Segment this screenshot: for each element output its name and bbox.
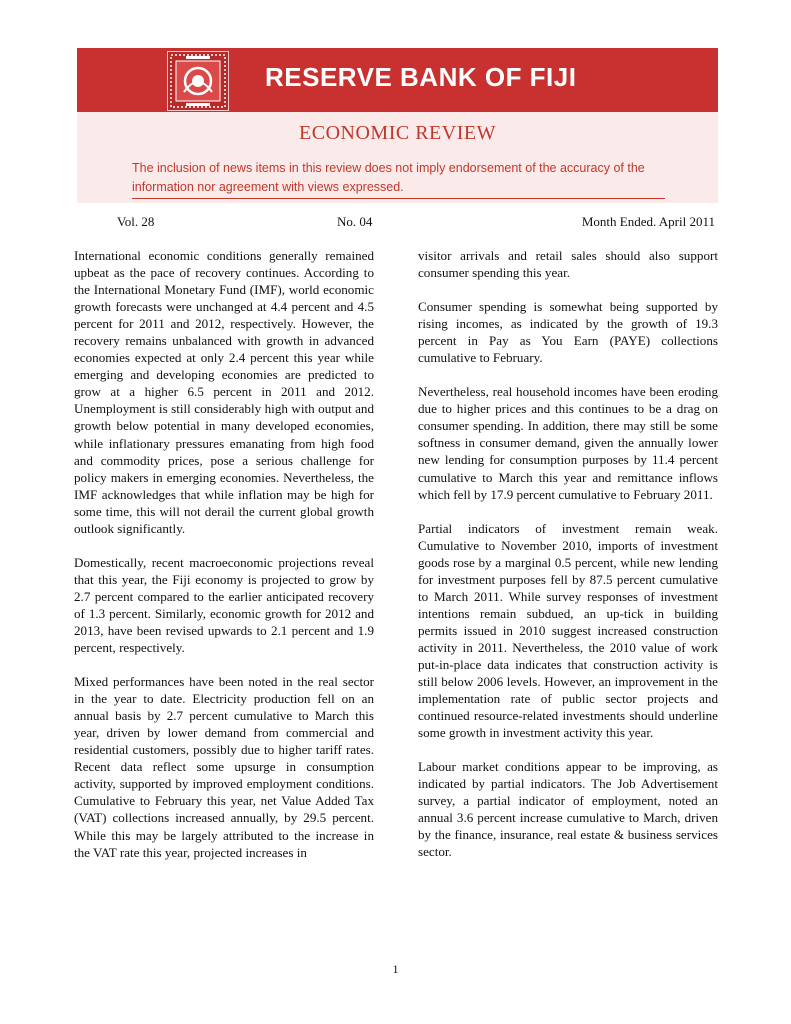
title-banner: [77, 48, 718, 112]
paragraph-real-sector: Mixed performances have been noted in the real sector in the year to date. Electricity production fell on an annual basis by 2.7 percent cumulative to March this year, driven by lower demand from commercial and residential customers, possibly due to higher tariff rates. Recent data reflect some upsurge in consumption activity, supported by improved employment conditions. Cumulative to February this year, net Value Added Tax (VAT) collections increased annually, by 29.5 percent. While this may be largely attributed to the increase in the VAT rate this year, projected increases in: [74, 674, 374, 860]
page-number: 1: [392, 962, 399, 976]
paragraph-consumer-spending: Consumer spending is somewhat being supported by rising incomes, as indicated by the growth of 19.3 percent in Pay as You Earn (PAYE) collections cumulative to February.: [418, 299, 718, 366]
paragraph-labour-market: Labour market conditions appear to be improving, as indicated by partial indicators. The Job Advertisement survey, a partial indicator of employment, noted an annual 3.6 percent increase cumulative to March, driven by the finance, insurance, real estate & business services sector.: [418, 759, 718, 860]
disclaimer-text: The inclusion of news items in this review does not imply endorsement of the accuracy of the information nor agreement with views expressed.: [132, 161, 645, 194]
issue-month-label: Month Ended. April 2011: [581, 214, 715, 229]
bank-name-title: RESERVE BANK OF FIJI: [265, 62, 577, 92]
issue-number-label: No. 04: [337, 214, 373, 229]
volume-label: Vol. 28: [117, 214, 155, 229]
header-divider: [132, 198, 665, 199]
publication-title: ECONOMIC REVIEW: [299, 122, 496, 144]
paragraph-visitor-arrivals: visitor arrivals and retail sales should also support consumer spending this year.: [418, 248, 718, 281]
left-column: [74, 247, 374, 878]
paragraph-international: International economic conditions generally remained upbeat as the pace of recovery continues. According to the International Monetary Fund (IMF), world economic growth forecasts were unchanged at 4.4 percent and 4.5 percent for 2011 and 2012, respectively. However, the recovery remains unbalanced with growth in advanced economies expected at only 2.4 percent this year while emerging and developing economies are predicted to grow at a higher 6.5 percent in 2011 and 2012. Unemployment is still considerably high with output and growth below potential in many developed economies, while inflationary pressures emanating from high food and commodity prices, pose a serious challenge for policy makers in emerging economies. Nevertheless, the IMF acknowledges that while inflation may be high for some time, this will not derail the current global growth outlook significantly.: [74, 248, 374, 536]
paragraph-domestic: Domestically, recent macroeconomic projections reveal that this year, the Fiji economy is projected to grow by 2.7 percent compared to the earlier anticipated recovery of 1.3 percent. Similarly, economic growth for 2012 and 2013, have been revised upwards to 2.1 percent and 1.9 percent, respectively.: [74, 554, 374, 656]
reserve-bank-seal-icon: [167, 51, 229, 111]
paragraph-household-incomes: Nevertheless, real household incomes have been eroding due to higher prices and this continues to be a drag on consumer spending. In addition, there may still be some softness in consumer demand, given the annually lower new lending for consumption purposes by 11.4 percent cumulative to March this year and remittance inflows which fell by 17.9 percent cumulative to February 2011.: [418, 384, 718, 502]
masthead: [77, 48, 718, 203]
right-column: [418, 247, 718, 878]
paragraph-investment: Partial indicators of investment remain weak. Cumulative to November 2010, imports of investment goods rose by a marginal 0.5 percent, while new lending for investment purposes fell by 87.5 percent cumulative to March 2011. While survey responses of investment intentions remain subdued, an up-tick in building permits issued in 2010 suggest increased construction activity in 2011. Nevertheless, the 2010 value of work put-in-place data indicates that construction activity is still below 2006 levels. However, an improvement in the implementation rate of public sector projects and continued resource-related investments should underline some growth in investment activity this year.: [418, 520, 718, 741]
